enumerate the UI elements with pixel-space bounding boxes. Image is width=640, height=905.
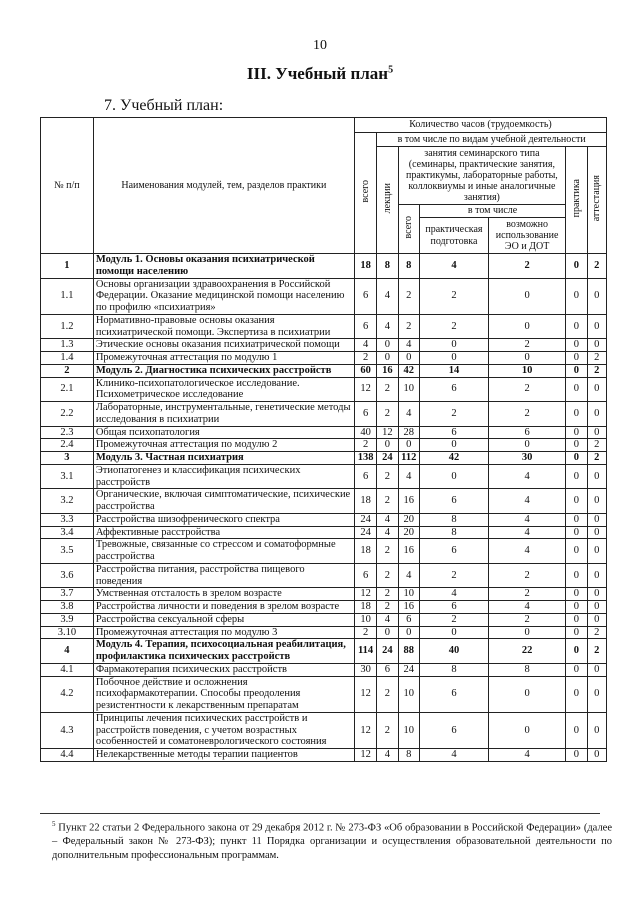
row-practice: 0 [566,377,587,402]
module-row [41,452,607,465]
row-attestation: 0 [587,601,606,614]
row-lectures: 2 [377,601,398,614]
table-row [41,402,607,427]
subtitle: 7. Учебный план: [104,97,224,114]
row-seminars: 24 [398,663,419,676]
table-row [41,352,607,365]
row-practical-prep: 0 [419,339,488,352]
row-distance-learning: 0 [489,278,566,314]
row-attestation: 0 [587,712,606,748]
row-lectures: 4 [377,513,398,526]
module-row [41,639,607,664]
row-practice: 0 [566,526,587,539]
row-distance-learning: 8 [489,663,566,676]
row-total: 138 [354,452,376,465]
row-name: Промежуточная аттестация по модулю 3 [93,626,354,639]
row-lectures: 8 [377,254,398,279]
row-number: 2 [41,364,94,377]
table-row [41,563,607,588]
row-attestation: 0 [587,278,606,314]
row-attestation: 2 [587,439,606,452]
row-seminars: 16 [398,489,419,514]
row-practice: 0 [566,439,587,452]
row-number: 2.1 [41,377,94,402]
row-seminars: 0 [398,352,419,365]
footnote-mark: 5 [52,820,56,828]
table-row [41,626,607,639]
row-lectures: 12 [377,426,398,439]
table-row [41,526,607,539]
row-number: 3.1 [41,464,94,489]
row-practical-prep: 8 [419,663,488,676]
footnote-divider [40,813,600,814]
header-lectures [377,147,398,254]
row-number: 2.3 [41,426,94,439]
row-name: Расстройства шизофренического спектра [93,513,354,526]
header-seminars-total [398,205,419,254]
row-practical-prep: 4 [419,749,488,762]
row-lectures: 6 [377,663,398,676]
row-number: 3.8 [41,601,94,614]
footnote [52,820,612,862]
row-practice: 0 [566,563,587,588]
table-row [41,464,607,489]
table-row [41,439,607,452]
row-lectures: 2 [377,464,398,489]
row-name: Расстройства личности и поведения в зрелом возрасте [93,601,354,614]
row-total: 18 [354,489,376,514]
table-row [41,489,607,514]
row-number: 1 [41,254,94,279]
row-distance-learning: 2 [489,339,566,352]
row-practice: 0 [566,364,587,377]
header-total [354,133,376,254]
row-distance-learning: 2 [489,588,566,601]
row-name: Этические основы оказания психиатрической помощи [93,339,354,352]
row-lectures: 2 [377,377,398,402]
row-attestation: 0 [587,513,606,526]
row-seminars: 20 [398,526,419,539]
row-seminars: 8 [398,254,419,279]
row-practical-prep: 0 [419,464,488,489]
row-number: 4 [41,639,94,664]
row-attestation: 2 [587,639,606,664]
row-practical-prep: 4 [419,588,488,601]
row-lectures: 2 [377,588,398,601]
row-total: 12 [354,712,376,748]
row-attestation: 0 [587,749,606,762]
row-number: 3.5 [41,539,94,564]
row-practice: 0 [566,712,587,748]
header-hours: Количество часов (трудоемкость) [354,118,606,133]
row-practice: 0 [566,613,587,626]
row-practical-prep: 8 [419,526,488,539]
section-title-text: III. Учебный план [246,64,389,83]
row-seminars: 10 [398,712,419,748]
row-name: Модуль 2. Диагностика психических расстройств [93,364,354,377]
row-total: 40 [354,426,376,439]
row-seminars: 4 [398,464,419,489]
module-row [41,254,607,279]
row-name: Основы организации здравоохранения в Российской Федерации. Оказание медицинской помощи населению по профилю «психиатрия» [93,278,354,314]
row-practice: 0 [566,626,587,639]
row-name: Аффективные расстройства [93,526,354,539]
row-total: 114 [354,639,376,664]
table-row [41,588,607,601]
row-distance-learning: 10 [489,364,566,377]
row-seminars: 0 [398,439,419,452]
row-lectures: 24 [377,639,398,664]
row-attestation: 2 [587,364,606,377]
row-number: 4.1 [41,663,94,676]
row-distance-learning: 4 [489,526,566,539]
row-lectures: 2 [377,712,398,748]
row-name: Этиопатогенез и классификация психических расстройств [93,464,354,489]
row-practice: 0 [566,352,587,365]
table-row [41,601,607,614]
row-name: Лабораторные, инструментальные, генетические методы исследования в психиатрии [93,402,354,427]
row-name: Умственная отсталость в зрелом возрасте [93,588,354,601]
row-practical-prep: 6 [419,489,488,514]
row-seminars: 42 [398,364,419,377]
row-lectures: 0 [377,339,398,352]
row-lectures: 4 [377,526,398,539]
row-practical-prep: 2 [419,402,488,427]
table-row [41,314,607,339]
header-name: Наименования модулей, тем, разделов практики [93,118,354,254]
row-distance-learning: 2 [489,377,566,402]
row-total: 6 [354,563,376,588]
row-practice: 0 [566,513,587,526]
row-seminars: 4 [398,339,419,352]
row-attestation: 0 [587,588,606,601]
row-practical-prep: 2 [419,278,488,314]
curriculum-table [40,117,607,762]
row-total: 60 [354,364,376,377]
row-practice: 0 [566,464,587,489]
row-attestation: 0 [587,663,606,676]
row-number: 3.4 [41,526,94,539]
row-distance-learning: 2 [489,402,566,427]
row-name: Общая психопатология [93,426,354,439]
row-lectures: 4 [377,613,398,626]
row-seminars: 2 [398,314,419,339]
table-header [41,118,607,254]
section-title [0,64,640,84]
header-attestation-text: аттестация [591,175,603,222]
header-seminars-total-text: всего [403,216,415,239]
row-practice: 0 [566,339,587,352]
row-practice: 0 [566,452,587,465]
row-distance-learning: 0 [489,439,566,452]
row-total: 6 [354,314,376,339]
row-name: Расстройства сексуальной сферы [93,613,354,626]
row-number: 1.2 [41,314,94,339]
row-name: Тревожные, связанные со стрессом и соматоформные расстройства [93,539,354,564]
row-distance-learning: 0 [489,314,566,339]
header-by-type: в том числе по видам учебной деятельности [377,133,607,147]
row-practical-prep: 0 [419,439,488,452]
table-row [41,539,607,564]
header-practice-text: практика [570,179,582,218]
row-number: 3 [41,452,94,465]
row-lectures: 0 [377,352,398,365]
row-lectures: 0 [377,626,398,639]
row-distance-learning: 2 [489,563,566,588]
table-row [41,613,607,626]
row-name: Модуль 4. Терапия, психосоциальная реабилитация, профилактика психических расстройств [93,639,354,664]
row-practical-prep: 6 [419,426,488,439]
row-number: 3.7 [41,588,94,601]
page-number: 10 [313,38,327,53]
row-practical-prep: 0 [419,626,488,639]
row-total: 2 [354,352,376,365]
row-total: 12 [354,676,376,712]
row-practical-prep: 6 [419,601,488,614]
table-row [41,676,607,712]
row-practical-prep: 2 [419,314,488,339]
row-lectures: 4 [377,278,398,314]
row-seminars: 10 [398,588,419,601]
row-name: Фармакотерапия психических расстройств [93,663,354,676]
row-number: 3.6 [41,563,94,588]
row-seminars: 4 [398,563,419,588]
table-row [41,712,607,748]
row-practical-prep: 4 [419,254,488,279]
row-number: 1.1 [41,278,94,314]
header-lectures-text: лекции [381,183,393,214]
row-total: 2 [354,439,376,452]
row-total: 6 [354,464,376,489]
row-practical-prep: 40 [419,639,488,664]
row-practical-prep: 6 [419,377,488,402]
row-total: 12 [354,377,376,402]
table-row [41,377,607,402]
header-total-text: всего [360,180,371,203]
row-attestation: 0 [587,426,606,439]
row-attestation: 2 [587,626,606,639]
table-row [41,339,607,352]
row-total: 6 [354,402,376,427]
row-seminars: 10 [398,676,419,712]
table-row [41,663,607,676]
row-distance-learning: 0 [489,352,566,365]
table-row [41,749,607,762]
row-distance-learning: 4 [489,489,566,514]
row-total: 18 [354,539,376,564]
row-practice: 0 [566,314,587,339]
row-attestation: 0 [587,339,606,352]
row-number: 2.2 [41,402,94,427]
row-lectures: 0 [377,439,398,452]
row-name: Модуль 3. Частная психиатрия [93,452,354,465]
row-number: 4.2 [41,676,94,712]
row-distance-learning: 4 [489,513,566,526]
row-name: Органические, включая симптоматические, психические расстройства [93,489,354,514]
row-practical-prep: 6 [419,712,488,748]
row-attestation: 2 [587,254,606,279]
row-total: 2 [354,626,376,639]
row-distance-learning: 6 [489,426,566,439]
row-number: 1.3 [41,339,94,352]
row-number: 4.3 [41,712,94,748]
row-lectures: 2 [377,489,398,514]
row-practice: 0 [566,489,587,514]
row-practical-prep: 14 [419,364,488,377]
row-name: Клинико-психопатологическое исследование. Психометрическое исследование [93,377,354,402]
row-attestation: 0 [587,526,606,539]
header-distance-learning: возможно использование ЭО и ДОТ [489,218,566,254]
row-seminars: 0 [398,626,419,639]
row-attestation: 0 [587,489,606,514]
row-name: Модуль 1. Основы оказания психиатрической помощи населению [93,254,354,279]
row-attestation: 0 [587,402,606,427]
row-number: 2.4 [41,439,94,452]
row-distance-learning: 4 [489,464,566,489]
module-row [41,364,607,377]
row-attestation: 0 [587,563,606,588]
row-seminars: 2 [398,278,419,314]
row-name: Промежуточная аттестация по модулю 1 [93,352,354,365]
header-seminars: занятия семинарского типа (семинары, практические занятия, практикумы, лабораторные работы, коллоквиумы и иные аналогичные занятия) [398,147,566,205]
row-practice: 0 [566,254,587,279]
row-practice: 0 [566,402,587,427]
row-total: 24 [354,513,376,526]
row-seminars: 6 [398,613,419,626]
row-seminars: 88 [398,639,419,664]
row-seminars: 8 [398,749,419,762]
row-lectures: 4 [377,314,398,339]
row-practice: 0 [566,539,587,564]
footnote-text: Пункт 22 статьи 2 Федерального закона от 29 декабря 2012 г. № 273-ФЗ «Об образовании в Российской Федерации» (далее – Федеральный закон № 273-ФЗ); пункт 11 Порядка организации и осуществления образовательной деятельности по дополнительным профессиональным программам. [52,822,613,861]
row-distance-learning: 22 [489,639,566,664]
row-total: 12 [354,749,376,762]
row-seminars: 28 [398,426,419,439]
row-lectures: 2 [377,563,398,588]
row-number: 3.2 [41,489,94,514]
row-distance-learning: 0 [489,626,566,639]
row-lectures: 2 [377,676,398,712]
table-row [41,513,607,526]
row-practical-prep: 0 [419,352,488,365]
table-row [41,426,607,439]
row-practice: 0 [566,278,587,314]
row-lectures: 4 [377,749,398,762]
row-practice: 0 [566,749,587,762]
row-practice: 0 [566,663,587,676]
row-practice: 0 [566,426,587,439]
header-number: № п/п [41,118,94,254]
row-practical-prep: 6 [419,676,488,712]
row-distance-learning: 4 [489,601,566,614]
row-distance-learning: 2 [489,254,566,279]
row-name: Нелекарственные методы терапии пациентов [93,749,354,762]
row-total: 12 [354,588,376,601]
row-total: 4 [354,339,376,352]
row-practical-prep: 2 [419,563,488,588]
row-number: 3.9 [41,613,94,626]
row-name: Расстройства питания, расстройства пищевого поведения [93,563,354,588]
header-including: в том числе [419,205,565,218]
row-attestation: 0 [587,464,606,489]
row-distance-learning: 0 [489,712,566,748]
row-seminars: 112 [398,452,419,465]
row-total: 18 [354,601,376,614]
row-practical-prep: 42 [419,452,488,465]
row-name: Побочное действие и осложнения психофармакотерапии. Способы преодоления резистентности к лекарственным препаратам [93,676,354,712]
row-total: 10 [354,613,376,626]
row-number: 4.4 [41,749,94,762]
row-attestation: 2 [587,452,606,465]
row-number: 3.3 [41,513,94,526]
row-practice: 0 [566,676,587,712]
header-practical-prep: практическая подготовка [419,218,488,254]
row-attestation: 0 [587,613,606,626]
row-practice: 0 [566,588,587,601]
row-name: Промежуточная аттестация по модулю 2 [93,439,354,452]
row-attestation: 0 [587,676,606,712]
row-practical-prep: 8 [419,513,488,526]
row-distance-learning: 4 [489,749,566,762]
row-lectures: 24 [377,452,398,465]
header-practice [566,147,587,254]
row-practice: 0 [566,601,587,614]
row-distance-learning: 4 [489,539,566,564]
row-attestation: 0 [587,539,606,564]
row-lectures: 2 [377,539,398,564]
row-total: 18 [354,254,376,279]
row-number: 1.4 [41,352,94,365]
row-seminars: 10 [398,377,419,402]
row-name: Принципы лечения психических расстройств и расстройств поведения, с учетом возрастных особенностей и соматоневрологического состояния [93,712,354,748]
row-total: 30 [354,663,376,676]
row-attestation: 2 [587,352,606,365]
table-row [41,278,607,314]
row-practice: 0 [566,639,587,664]
row-seminars: 20 [398,513,419,526]
row-seminars: 4 [398,402,419,427]
row-total: 6 [354,278,376,314]
row-distance-learning: 0 [489,676,566,712]
footnote-reference: 5 [388,64,394,76]
row-number: 3.10 [41,626,94,639]
header-attestation [587,147,606,254]
table-body [41,254,607,762]
row-practical-prep: 2 [419,613,488,626]
row-seminars: 16 [398,539,419,564]
row-lectures: 16 [377,364,398,377]
row-attestation: 0 [587,377,606,402]
row-seminars: 16 [398,601,419,614]
row-total: 24 [354,526,376,539]
row-distance-learning: 2 [489,613,566,626]
row-lectures: 2 [377,402,398,427]
row-distance-learning: 30 [489,452,566,465]
row-name: Нормативно-правовые основы оказания психиатрической помощи. Экспертиза в психиатрии [93,314,354,339]
row-attestation: 0 [587,314,606,339]
row-practical-prep: 6 [419,539,488,564]
